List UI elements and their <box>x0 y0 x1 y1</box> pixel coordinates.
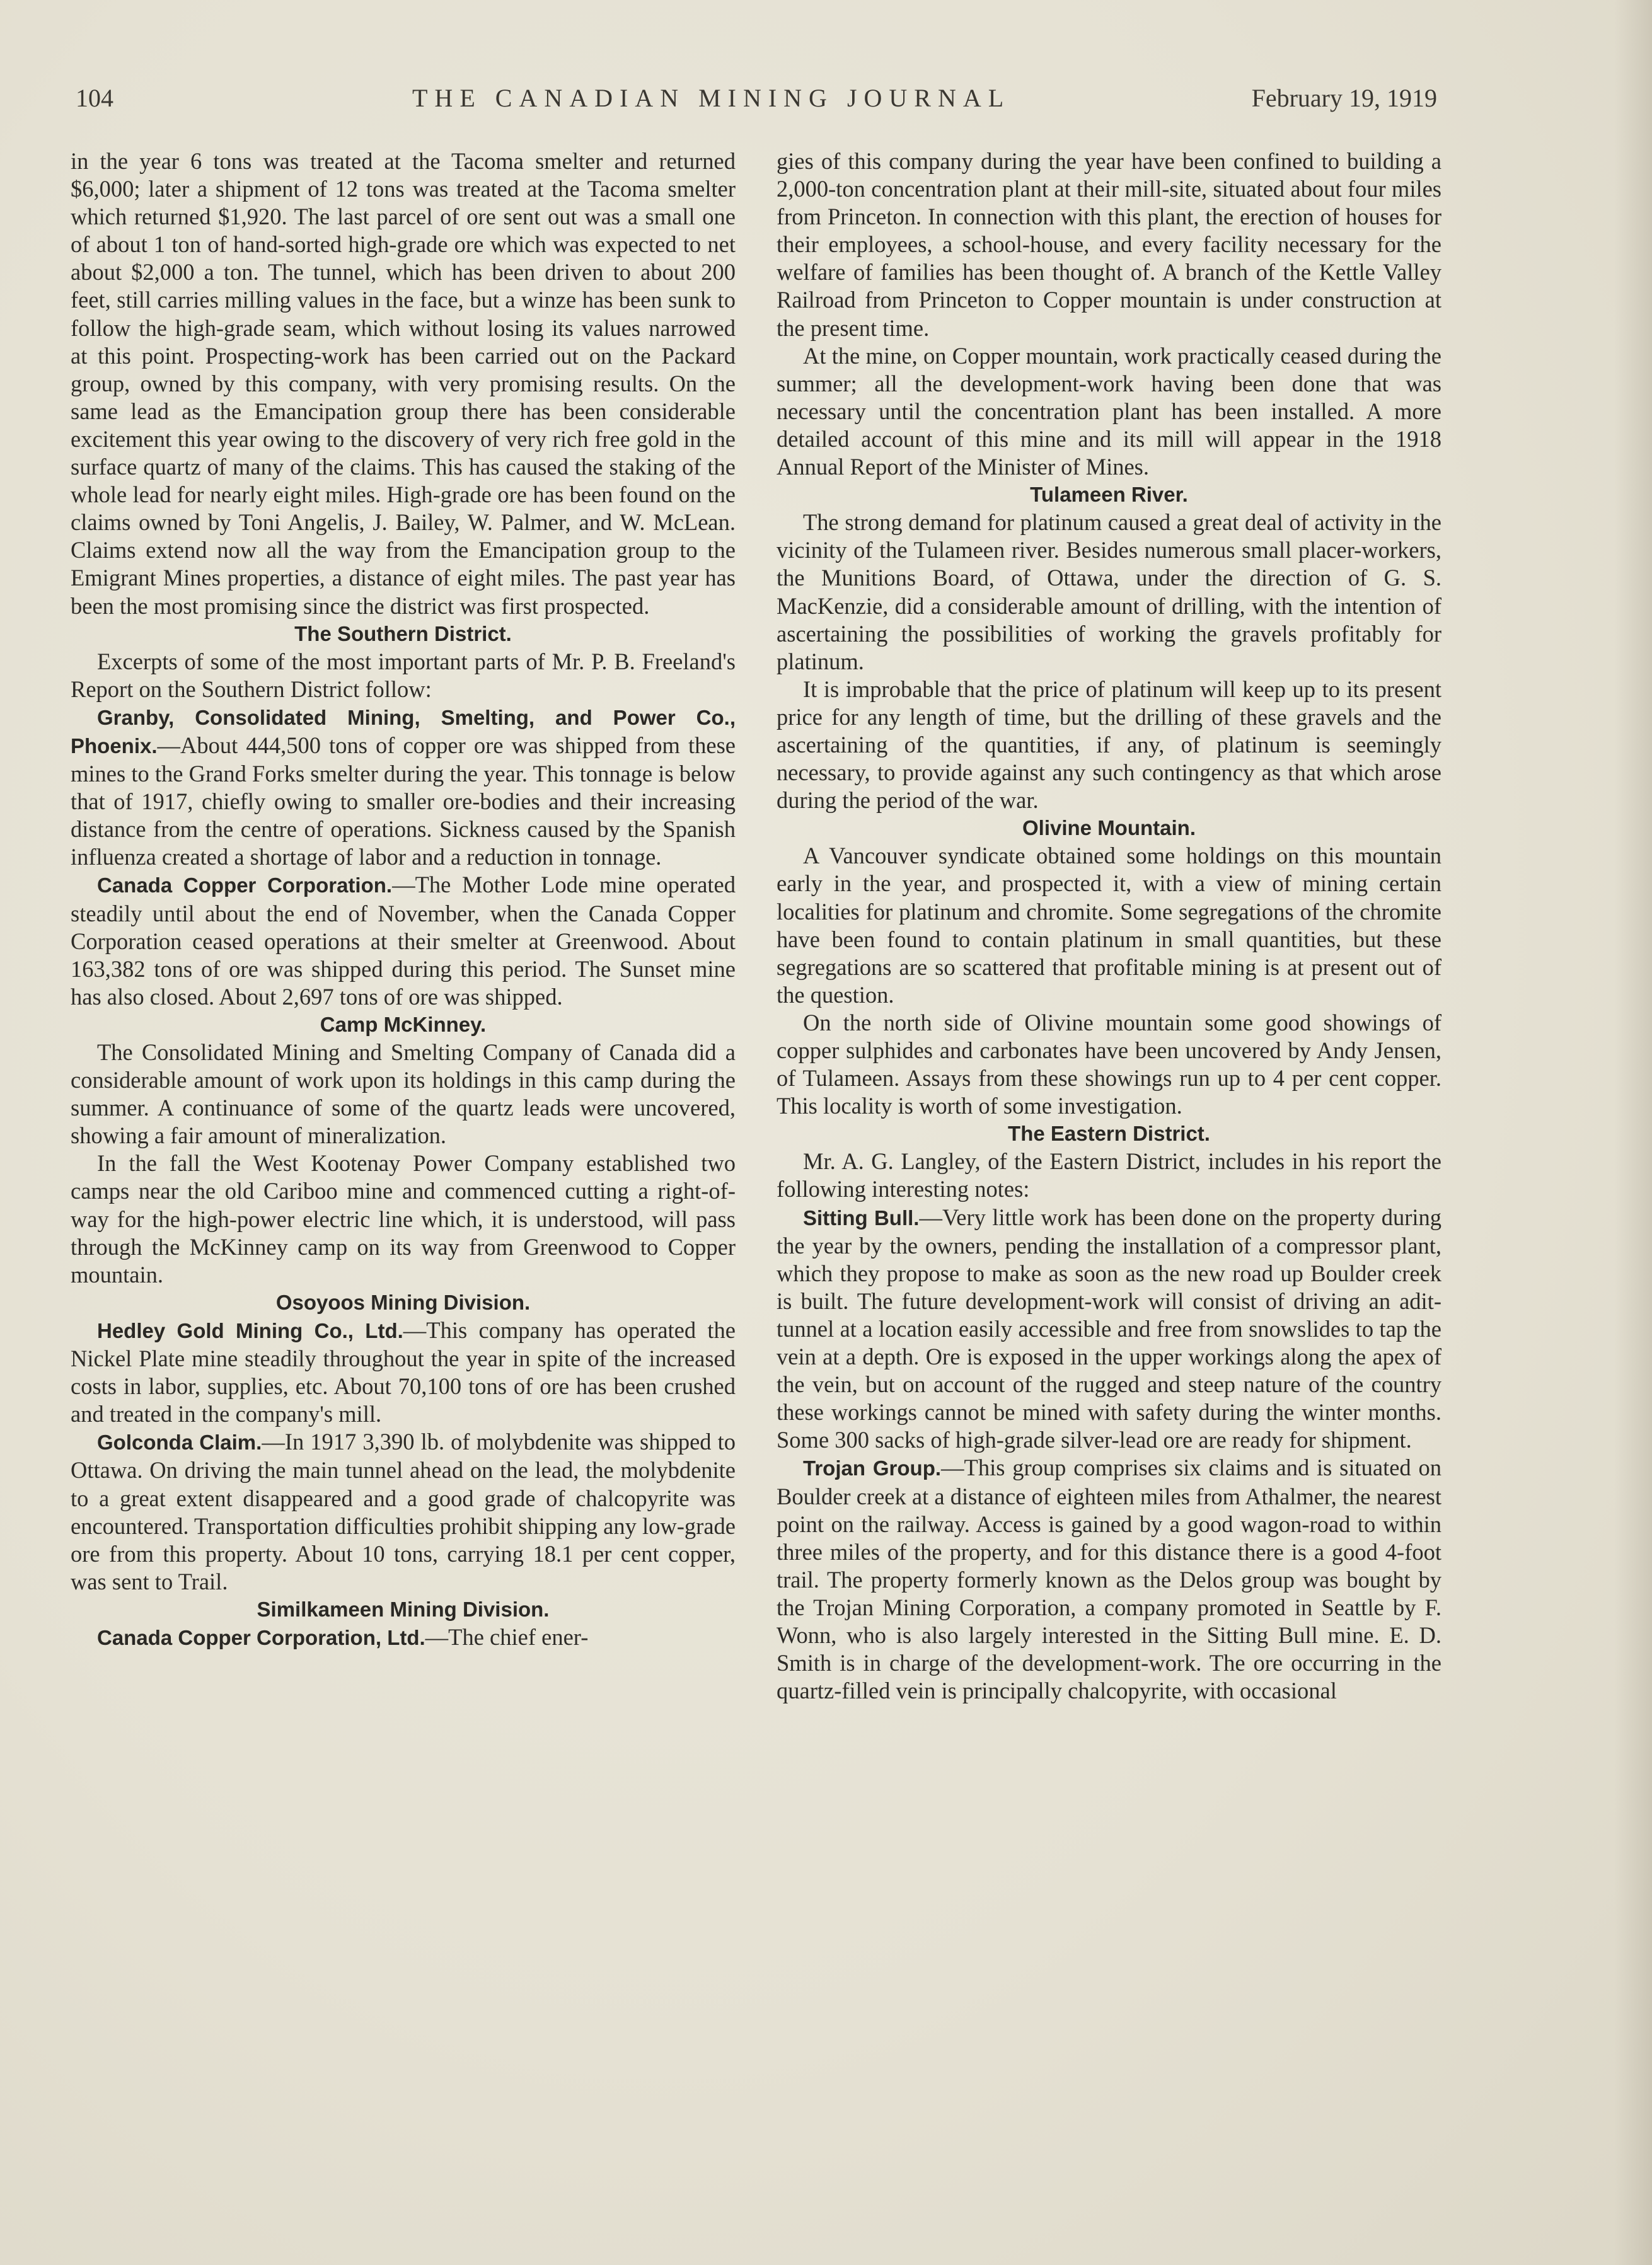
run-in-heading: Granby, Consolidated Mining, Smelting, and Power Co., Phoenix. <box>71 705 736 758</box>
run-in-heading: Trojan Group. <box>803 1456 942 1480</box>
paragraph: In the fall the West Kootenay Power Company established two camps near the old Cariboo mine and commenced cutting a right-of-way for the high-power electric line which, it is understood, will pass through the McKinney camp on its way from Greenwood to Copper mountain. <box>71 1150 736 1288</box>
paragraph: Mr. A. G. Langley, of the Eastern District, includes in his report the following interesting notes: <box>777 1148 1441 1202</box>
paragraph: in the year 6 tons was treated at the Tacoma smelter and returned $6,000; later a shipment of 12 tons was treated at the Tacoma smelter which returned $1,920. The last parcel of ore sent out was a small one of about 1 ton of hand-sorted high-grade ore which was expected to net about $2,000 a ton. The tunnel, which has been driven to about 200 feet, still carries milling values in the face, but a winze has been sunk to follow the high-grade seam, which without losing its values narrowed at this point. Prospecting-work has been carried out on the Packard group, owned by this company, with very promising results. On the same lead as the Emancipation group there has been considerable excitement this year owing to the discovery of very rich free gold in the surface quartz of many of the claims. This has caused the staking of the whole lead for nearly eight miles. High-grade ore has been found on the claims owned by Toni Angelis, J. Bailey, W. Palmer, and W. McLean. Claims extend now all the way from the Emancipation group to the Emigrant Mines properties, a distance of eight miles. The past year has been the most promising since the district was first prospected. <box>71 148 736 619</box>
paragraph-text: —Very little work has been done on the property during the year by the owners, pending the installation of a compressor plant, which they propose to make as soon as the new road up Boulder creek is built. The future development-work will consist of driving an adit-tunnel at a location easily accessible and free from snowslides to tap the vein at a depth. Ore is exposed in the upper workings along the apex of the vein, but on account of the rugged and steep nature of the country these workings cannot be mined with safety during the winter months. Some 300 sacks of high-grade silver-lead ore are ready for shipment. <box>777 1204 1441 1453</box>
paragraph-sitting-bull <box>777 1204 1441 1455</box>
paragraph-text: —About 444,500 tons of copper ore was shipped from these mines to the Grand Forks smelter during the year. This tonnage is below that of 1917, chiefly owing to smaller ore-bodies and their increasing distance from the centre of operations. Sickness caused by the Spanish influenza created a shortage of labor and a reduction in tonnage. <box>71 732 736 870</box>
paragraph-canada-copper-ltd <box>71 1623 736 1652</box>
paragraph-canada-copper <box>71 871 736 1010</box>
paragraph: It is improbable that the price of platinum will keep up to its present price for any length of time, but the drilling of these gravels and the ascertaining of the quantities, if any, of platinum is seemingly necessary, to provide against any such contingency as that which arose during the period of the war. <box>777 676 1441 814</box>
section-heading-tulameen: Tulameen River. <box>1030 483 1188 507</box>
section-heading-osoyoos: Osoyoos Mining Division. <box>275 1290 531 1314</box>
page-number: 104 <box>76 84 113 112</box>
run-in-heading: Canada Copper Corporation. <box>97 873 393 897</box>
paragraph-trojan <box>777 1454 1441 1705</box>
run-in-heading: Canada Copper Corporation, Ltd. <box>97 1625 425 1649</box>
section-heading-camp-mckinney: Camp McKinney. <box>320 1012 487 1036</box>
run-in-heading: Hedley Gold Mining Co., Ltd. <box>97 1318 403 1342</box>
paragraph-text: —The chief ener- <box>425 1623 589 1650</box>
paragraph-text: —This company has operated the Nickel Plate mine steadily throughout the year in spite of the increased costs in labor, supplies, etc. About 70,100 tons of ore has been crushed and treated in the company's mill. <box>71 1317 736 1427</box>
page-header <box>76 83 1437 121</box>
paragraph: On the north side of Olivine mountain some good showings of copper sulphides and carbonates have been uncovered by Andy Jensen, of Tulameen. Assays from these showings run up to 4 per cent copper. This locality is worth of some investigation. <box>777 1009 1441 1119</box>
run-in-heading: Sitting Bull. <box>803 1206 920 1230</box>
paragraph: Excerpts of some of the most important parts of Mr. P. B. Freeland's Report on the Southern District follow: <box>71 648 736 702</box>
paragraph-text: —The Mother Lode mine operated steadily until about the end of November, when the Canada Copper Corporation ceased operations at their smelter at Greenwood. About 163,382 tons of ore was shipped during this period. The Sunset mine has also closed. About 2,697 tons of ore was shipped. <box>71 872 736 1010</box>
paragraph-text: —In 1917 3,390 lb. of molybdenite was shipped to Ottawa. On driving the main tunnel ahead on the lead, the molybdenite to a great extent disappeared and a good grade of chalcopyrite was encountered. Transportation difficulties prohibit shipping any low-grade ore from this property. About 10 tons, carrying 18.1 per cent copper, was sent to Trail. <box>71 1429 736 1594</box>
paragraph-text: —This group comprises six claims and is situated on Boulder creek at a distance of eighteen miles from Athalmer, the nearest point on the railway. Access is gained by a good wagon-road to within three miles of the property, and for this distance there is a good 4-foot trail. The property formerly known as the Delos group was bought by the Trojan Mining Corporation, a company promoted in Seattle by F. Wonn, who is also largely interested in the Sitting Bull mine. E. D. Smith is in charge of the development-work. The ore occurring in the quartz-filled vein is principally chalcopyrite, with occasional <box>777 1455 1441 1704</box>
left-column <box>71 147 736 1652</box>
paragraph-golconda <box>71 1428 736 1596</box>
journal-title: THE CANADIAN MINING JOURNAL <box>412 84 1011 112</box>
section-heading-similkameen: Similkameen Mining Division. <box>257 1597 550 1621</box>
section-heading-olivine: Olivine Mountain. <box>1022 816 1196 840</box>
issue-date: February 19, 1919 <box>1251 84 1437 112</box>
section-heading-southern-district: The Southern District. <box>294 621 512 645</box>
paragraph: gies of this company during the year have been confined to building a 2,000-ton concentration plant at their mill-site, situated about four miles from Princeton. In connection with this plant, the erection of houses for their employees, a school-house, and every facility necessary for the welfare of families has been thought of. A branch of the Kettle Valley Railroad from Princeton to Copper mountain is under construction at the present time. <box>777 148 1441 341</box>
page-edge-shadow <box>1614 0 1652 2265</box>
paragraph-hedley <box>71 1317 736 1428</box>
run-in-heading: Golconda Claim. <box>97 1431 262 1455</box>
section-heading-eastern: The Eastern District. <box>1008 1122 1210 1146</box>
paragraph: The strong demand for platinum caused a great deal of activity in the vicinity of the Tulameen river. Besides numerous small placer-workers, the Munitions Board, of Ottawa, under the direction of G. S. MacKenzie, did a considerable amount of drilling, with the intention of ascertaining the possibilities of working the gravels profitably for platinum. <box>777 509 1441 674</box>
right-column <box>777 147 1441 1705</box>
paragraph: At the mine, on Copper mountain, work practically ceased during the summer; all the development-work having been done that was necessary until the concentration plant has been installed. A more detailed account of this mine and its mill will appear in the 1918 Annual Report of the Minister of Mines. <box>777 342 1441 480</box>
paragraph-granby <box>71 703 736 872</box>
paragraph: A Vancouver syndicate obtained some holdings on this mountain early in the year, and prospected it, with a view of mining certain localities for platinum and chromite. Some segregations of the chromite have been found to contain platinum in small quantities, but these segregations are so scattered that profitable mining is at present out of the question. <box>777 843 1441 1008</box>
paragraph: The Consolidated Mining and Smelting Company of Canada did a considerable amount of work upon its holdings in this camp during the summer. A continuance of some of the quartz leads were uncovered, showing a fair amount of mineralization. <box>71 1039 736 1149</box>
